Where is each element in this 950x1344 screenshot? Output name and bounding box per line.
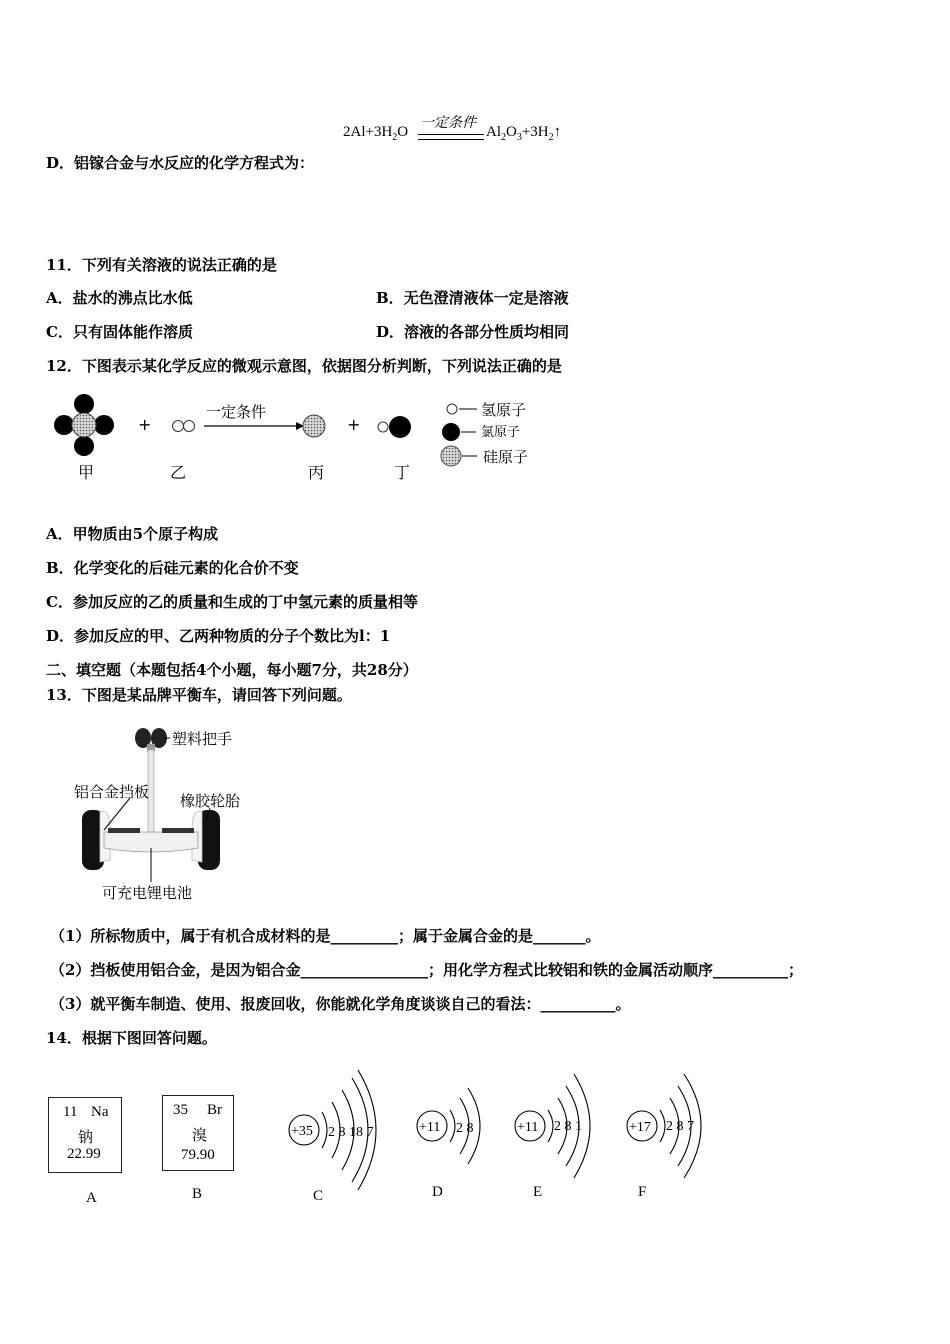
q11-option-c: C．只有固体能作溶质 (46, 323, 193, 341)
molecule-ding (378, 416, 411, 438)
q11-stem: 11．下列有关溶液的说法正确的是 (46, 256, 277, 274)
molecule-bing (303, 415, 325, 437)
nucleus-f-charge: +17 (629, 1120, 651, 1135)
q13-part1: （1）所标物质中，属于有机合成材料的是_________；属于金属合金的是_______。 (50, 927, 601, 945)
label-rubber-tire: 橡胶轮胎 (180, 792, 241, 810)
shells-c: 2 8 18 7 (328, 1125, 374, 1140)
eq-rhs1-sub1: 2 (501, 132, 506, 143)
shells-f: 2 8 7 (666, 1119, 694, 1134)
label-plastic-handle: 塑料把手 (172, 730, 233, 748)
atom-diagrams (280, 1060, 720, 1200)
element-symbol: Na (91, 1104, 109, 1120)
caption-d: D (432, 1184, 443, 1200)
element-card-na (48, 1097, 122, 1173)
eq-condition: 一定条件 (420, 115, 476, 131)
plus-2: + (347, 415, 361, 434)
q11-option-a: A．盐水的沸点比水低 (46, 289, 193, 307)
label-battery: 可充电锂电池 (102, 884, 193, 902)
atomic-mass: 22.99 (67, 1146, 101, 1162)
q14-stem: 14．根据下图回答问题。 (46, 1029, 217, 1047)
eq-lhs: 2Al+3H (343, 124, 393, 140)
shells-d: 2 8 (456, 1121, 474, 1136)
element-name: 钠 (78, 1128, 94, 1146)
eq-lhs-sub: 2 (392, 132, 398, 143)
nucleus-e-charge: +11 (517, 1120, 539, 1135)
q10-option-d: D．铝镓合金与水反应的化学方程式为： (46, 154, 315, 172)
q12-option-c: C．参加反应的乙的质量和生成的丁中氢元素的质量相等 (46, 593, 418, 611)
eq-arrow: ↑ (553, 124, 562, 140)
eq-rhs1-sub2: 3 (516, 132, 522, 143)
q12-option-d: D．参加反应的甲、乙两种物质的分子个数比为l：1 (46, 627, 391, 645)
arrow-condition: 一定条件 (206, 403, 267, 421)
element-card-br (162, 1095, 234, 1171)
element-name: 溴 (192, 1126, 208, 1144)
q11-option-b: B．无色澄清液体一定是溶液 (376, 289, 569, 307)
eq-lhs-tail: O (397, 124, 409, 140)
plus-1: + (138, 415, 152, 434)
atomic-number: 35 (173, 1102, 188, 1118)
scooter-handle (135, 728, 167, 752)
eq-rhs1: Al (486, 124, 501, 140)
q12-option-a: A．甲物质由5个原子构成 (46, 525, 219, 543)
q11-option-d: D．溶液的各部分性质均相同 (376, 323, 570, 341)
molecule-jia (54, 394, 114, 456)
q12-option-b: B．化学变化的后硅元素的化合价不变 (46, 559, 299, 577)
q12-stem: 12．下图表示某化学反应的微观示意图，依据图分析判断，下列说法正确的是 (46, 357, 562, 375)
legend (441, 401, 528, 466)
eq-rhs2: +3H (521, 124, 549, 140)
legend-chlorine: 氯原子 (481, 425, 521, 440)
atomic-number: 11 (63, 1104, 78, 1120)
molecule-yi (173, 421, 195, 432)
legend-hydrogen: 氢原子 (481, 401, 527, 419)
nucleus-d-charge: +11 (419, 1120, 441, 1135)
element-symbol: Br (207, 1102, 222, 1118)
atomic-mass: 79.90 (181, 1147, 215, 1163)
caption-a: A (86, 1190, 97, 1206)
label-bing: 丙 (308, 463, 325, 482)
legend-silicon: 硅原子 (483, 448, 529, 466)
eq-double-line (418, 134, 484, 140)
caption-f: F (638, 1184, 647, 1200)
caption-e: E (533, 1184, 543, 1200)
q13-stem: 13．下图是某品牌平衡车，请回答下列问题。 (46, 686, 352, 704)
label-yi: 乙 (170, 463, 187, 482)
section-2-title: 二、填空题（本题包括4个小题，每小题7分，共28分） (46, 661, 418, 679)
q13-part3: （3）就平衡车制造、使用、报废回收，你能就化学角度谈谈自己的看法：__________。 (50, 995, 631, 1013)
q13-part2: （2）挡板使用铝合金，是因为铝合金_________________；用化学方程式比较铝和铁的金属活动顺序__________； (50, 961, 803, 979)
label-aluminum-plate: 铝合金挡板 (74, 783, 150, 801)
caption-b: B (192, 1186, 203, 1202)
eq-rhs (486, 124, 561, 143)
eq-rhs2-sub: 2 (548, 132, 554, 143)
chemical-equation (343, 124, 408, 143)
nucleus-c-charge: +35 (291, 1124, 313, 1139)
label-jia: 甲 (78, 463, 95, 482)
reaction-diagram (40, 390, 560, 490)
shells-e: 2 8 1 (554, 1119, 582, 1134)
eq-rhs1-mid: O (506, 124, 517, 140)
caption-c: C (313, 1188, 324, 1204)
label-ding: 丁 (394, 463, 411, 482)
